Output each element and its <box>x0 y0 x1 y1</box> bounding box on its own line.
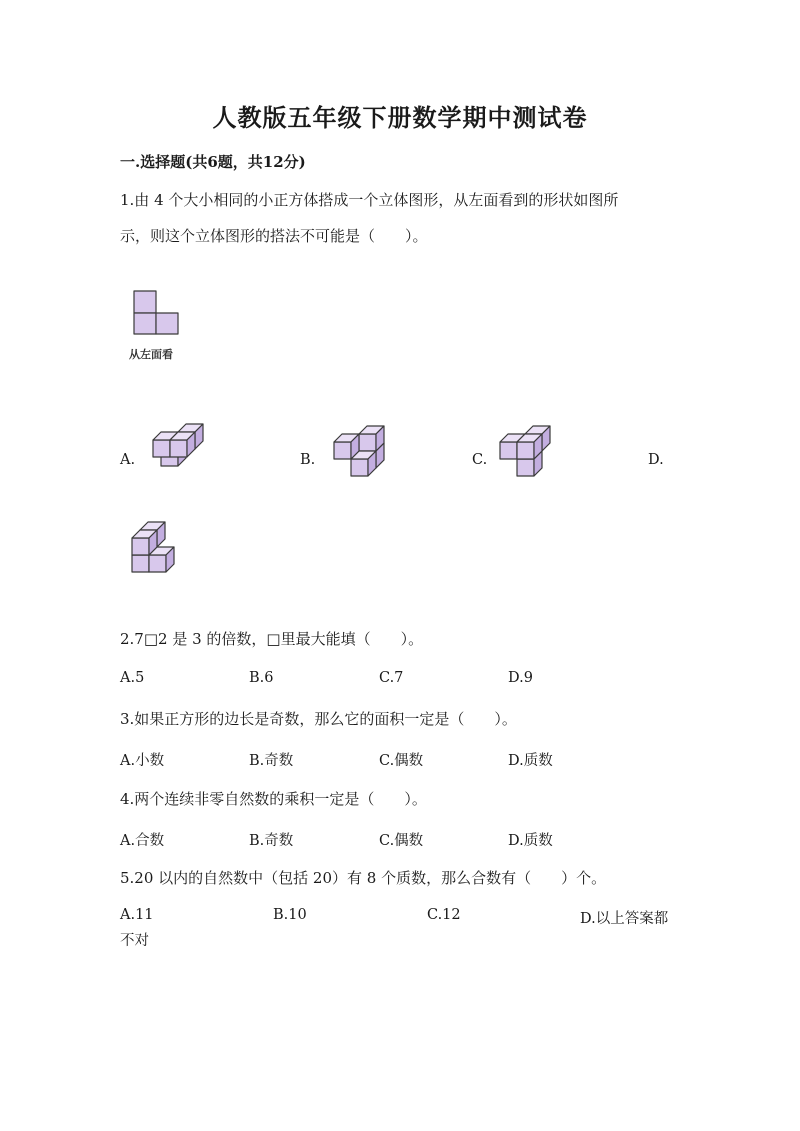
question-2-stem: 2.7□2 是 3 的倍数，□里最大能填（ ）。 <box>120 630 424 648</box>
question-2-option-b: B.6 <box>249 670 274 686</box>
question-3-option-d: D.质数 <box>508 753 553 769</box>
question-1-option-a: A. <box>120 452 136 468</box>
question-2-option-c: C.7 <box>379 670 404 686</box>
left-view-figure <box>128 285 188 345</box>
question-1-option-b: B. <box>300 452 316 468</box>
question-1-option-c: C. <box>472 452 488 468</box>
question-2-option-a: A.5 <box>120 670 145 686</box>
question-5-option-b: B.10 <box>273 907 307 923</box>
question-5-option-d-continued: 不对 <box>120 933 149 949</box>
question-3-option-b: B.奇数 <box>249 753 294 769</box>
question-3-stem: 3.如果正方形的边长是奇数，那么它的面积一定是（ ）。 <box>120 710 517 728</box>
section-heading: 一.选择题(共6题，共12分) <box>120 153 306 171</box>
option-c-cube-figure <box>490 410 570 490</box>
left-view-caption: 从左面看 <box>129 348 173 361</box>
question-4-option-d: D.质数 <box>508 833 553 849</box>
option-d-cube-figure <box>122 508 202 588</box>
question-4-option-b: B.奇数 <box>249 833 294 849</box>
question-3-option-c: C.偶数 <box>379 753 424 769</box>
question-1-stem-line2: 示，则这个立体图形的搭法不可能是（ ）。 <box>120 227 428 245</box>
question-2-option-d: D.9 <box>508 670 533 686</box>
question-4-option-a: A.合数 <box>120 833 165 849</box>
question-1-stem-line1: 1.由 4 个大小相同的小正方体搭成一个立体图形，从左面看到的形状如图所 <box>120 191 619 209</box>
question-3-option-a: A.小数 <box>120 753 165 769</box>
option-b-cube-figure <box>320 410 400 490</box>
page-title: 人教版五年级下册数学期中测试卷 <box>212 103 588 132</box>
question-1-option-d: D. <box>648 452 664 468</box>
question-4-option-c: C.偶数 <box>379 833 424 849</box>
option-a-cube-figure <box>143 410 223 490</box>
question-4-stem: 4.两个连续非零自然数的乘积一定是（ ）。 <box>120 790 427 808</box>
question-5-option-a: A.11 <box>120 907 154 923</box>
question-5-option-c: C.12 <box>427 907 461 923</box>
question-5-stem: 5.20 以内的自然数中（包括 20）有 8 个质数，那么合数有（ ）个。 <box>120 869 607 887</box>
question-5-option-d: D.以上答案都 <box>580 911 669 927</box>
